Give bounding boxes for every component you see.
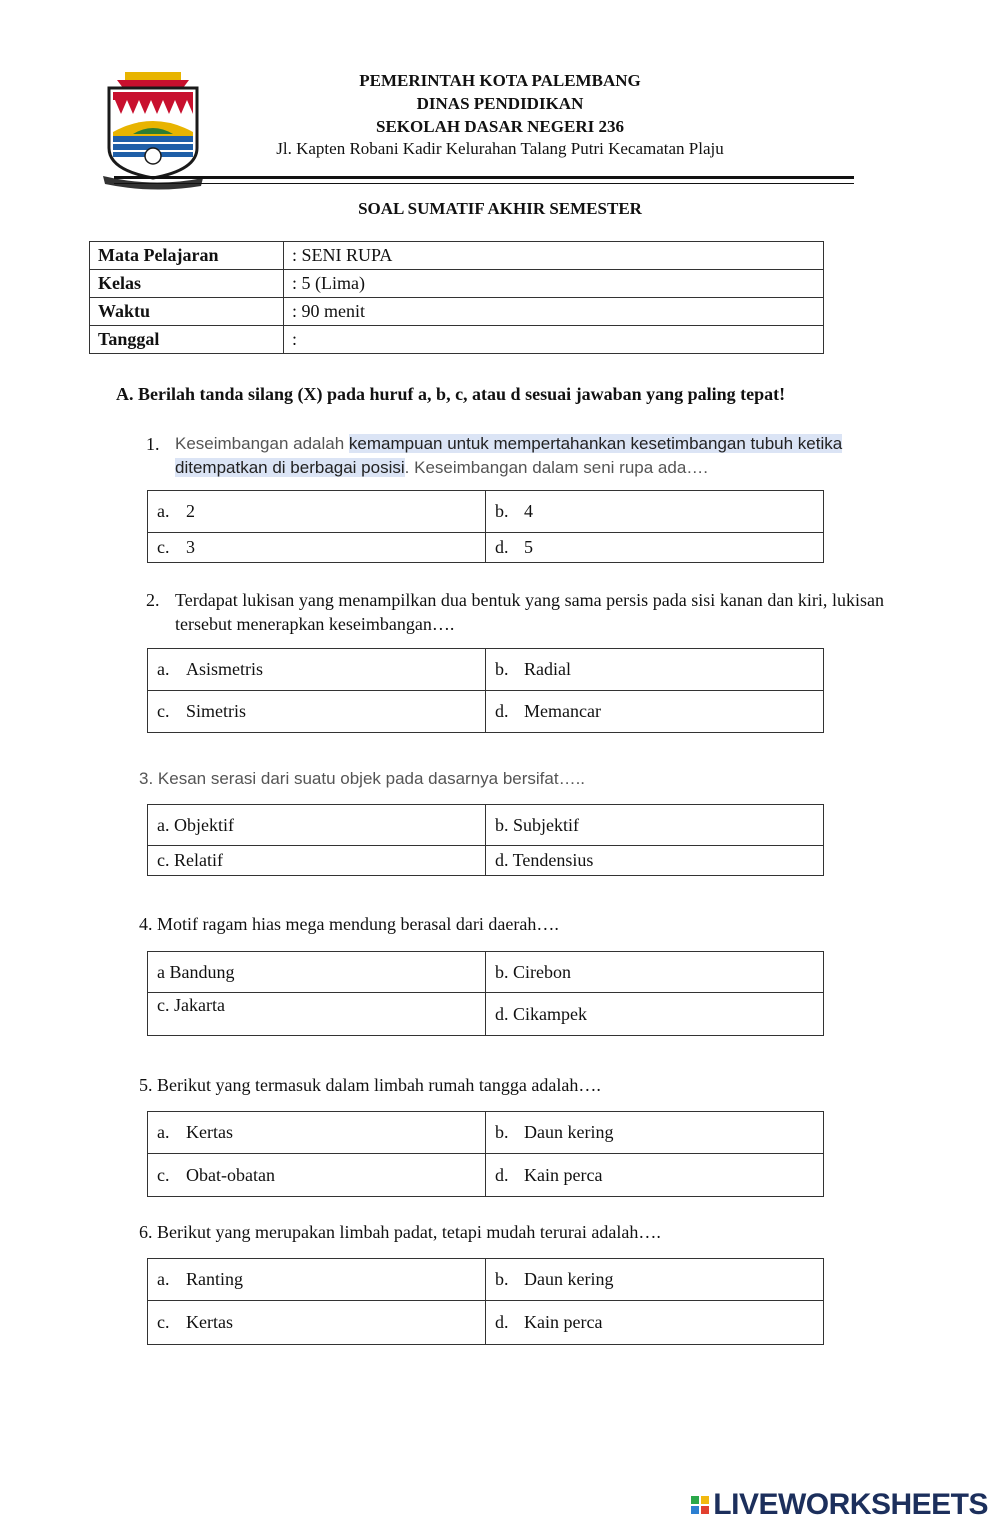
section-instruction: A. Berilah tanda silang (X) pada huruf a, b, c, atau d sesuai jawaban yang paling tepat! <box>116 384 786 404</box>
options-table-1 <box>147 490 824 563</box>
option-c[interactable] <box>148 1301 486 1345</box>
question-2 <box>146 588 884 636</box>
header-divider-thin <box>114 183 854 184</box>
info-key: Tanggal <box>90 326 284 354</box>
option-text: Ranting <box>186 1269 243 1289</box>
question-text-part: Keseimbangan adalah <box>175 434 349 453</box>
option-c[interactable] <box>148 533 486 563</box>
option-label: b. <box>495 1269 509 1289</box>
options-table-6 <box>147 1258 824 1345</box>
option-label: a. <box>157 1269 170 1289</box>
option-label: a. <box>157 659 170 679</box>
info-key: Mata Pelajaran <box>90 242 284 270</box>
info-value: : 90 menit <box>284 298 824 326</box>
option-label: a. <box>157 1122 170 1142</box>
option-b[interactable] <box>486 491 824 533</box>
option-text: 4 <box>524 501 533 521</box>
option-text: Daun kering <box>524 1122 614 1142</box>
question-3: 3. Kesan serasi dari suatu objek pada dasarnya bersifat….. <box>139 769 586 788</box>
question-5: 5. Berikut yang termasuk dalam limbah rumah tangga adalah…. <box>139 1075 601 1095</box>
question-text: Terdapat lukisan yang menampilkan dua bentuk yang sama persis pada sisi kanan dan kiri, lukisan tersebut menerapkan keseimbangan…. <box>175 590 884 634</box>
options-table-2 <box>147 648 824 733</box>
option-a[interactable] <box>148 649 486 691</box>
option-a[interactable] <box>148 1112 486 1154</box>
option-a[interactable]: a. Objektif <box>148 805 486 846</box>
info-table <box>89 241 824 354</box>
option-text: Obat-obatan <box>186 1164 275 1185</box>
option-c[interactable]: c. Jakarta <box>148 993 486 1036</box>
option-label: d. <box>495 1164 509 1185</box>
option-d[interactable] <box>486 691 824 733</box>
option-a[interactable]: a Bandung <box>148 952 486 993</box>
option-d[interactable]: d. Cikampek <box>486 993 824 1036</box>
school-emblem-logo <box>103 70 203 192</box>
option-text: Daun kering <box>524 1269 614 1289</box>
option-text: Kertas <box>186 1122 233 1142</box>
header-divider-thick <box>114 176 854 179</box>
info-row <box>90 298 824 326</box>
info-value: : 5 (Lima) <box>284 270 824 298</box>
liveworksheets-logo <box>691 1488 988 1522</box>
options-table-4 <box>147 951 824 1036</box>
option-label: d. <box>495 537 509 557</box>
question-number: 1. <box>146 434 160 454</box>
option-text: Memancar <box>524 701 601 721</box>
option-label: c. <box>157 537 170 557</box>
option-label: b. <box>495 501 509 521</box>
highlighted-text: kemampuan untuk mempertahankan kesetimbangan tubuh ketika ditempatkan di berbagai posisi <box>175 434 843 477</box>
option-label: d. <box>495 1312 509 1332</box>
option-b[interactable] <box>486 1259 824 1301</box>
option-text: 3 <box>186 537 195 557</box>
question-6: 6. Berikut yang merupakan limbah padat, tetapi mudah terurai adalah…. <box>139 1222 661 1242</box>
option-d[interactable] <box>486 533 824 563</box>
info-row <box>90 270 824 298</box>
option-label: c. <box>157 1164 170 1185</box>
option-d[interactable] <box>486 1301 824 1345</box>
option-label: b. <box>495 1122 509 1142</box>
question-number: 2. <box>146 590 160 610</box>
option-d[interactable]: d. Tendensius <box>486 846 824 876</box>
header-line-1: PEMERINTAH KOTA PALEMBANG <box>359 71 641 90</box>
info-key: Waktu <box>90 298 284 326</box>
option-c[interactable] <box>148 691 486 733</box>
option-text: Kertas <box>186 1312 233 1332</box>
option-c[interactable]: c. Relatif <box>148 846 486 876</box>
header-line-3: SEKOLAH DASAR NEGERI 236 <box>376 117 624 136</box>
option-text: Kain perca <box>524 1164 603 1185</box>
option-b[interactable] <box>486 1112 824 1154</box>
option-b[interactable]: b. Subjektif <box>486 805 824 846</box>
brand-name: LIVEWORKSHEETS <box>713 1488 988 1521</box>
option-a[interactable] <box>148 1259 486 1301</box>
info-row <box>90 326 824 354</box>
option-b[interactable]: b. Cirebon <box>486 952 824 993</box>
question-1 <box>146 432 884 480</box>
info-key: Kelas <box>90 270 284 298</box>
option-b[interactable] <box>486 649 824 691</box>
option-label: a. <box>157 501 170 521</box>
option-text: Asismetris <box>186 659 264 679</box>
page-title: SOAL SUMATIF AKHIR SEMESTER <box>358 199 642 218</box>
header-address: Jl. Kapten Robani Kadir Kelurahan Talang Putri Kecamatan Plaju <box>276 139 724 158</box>
option-c[interactable] <box>148 1154 486 1197</box>
info-row <box>90 242 824 270</box>
options-table-5 <box>147 1111 824 1197</box>
header-line-2: DINAS PENDIDIKAN <box>416 94 584 113</box>
option-text: Kain perca <box>524 1312 603 1332</box>
option-label: c. <box>157 1312 170 1332</box>
info-value: : SENI RUPA <box>284 242 824 270</box>
option-text: Radial <box>524 659 571 679</box>
question-text <box>175 432 884 480</box>
option-text: 2 <box>186 501 195 521</box>
question-text-part: . Keseimbangan dalam seni rupa ada…. <box>404 458 709 477</box>
option-text: 5 <box>524 537 533 557</box>
options-table-3 <box>147 804 824 876</box>
question-4: 4. Motif ragam hias mega mendung berasal dari daerah…. <box>139 914 559 934</box>
option-text: Simetris <box>186 701 247 721</box>
option-a[interactable] <box>148 491 486 533</box>
option-label: b. <box>495 659 509 679</box>
option-d[interactable] <box>486 1154 824 1197</box>
brand-tiles-icon <box>691 1496 709 1514</box>
info-value: : <box>284 326 824 354</box>
option-label: d. <box>495 701 509 721</box>
option-label: c. <box>157 701 170 721</box>
